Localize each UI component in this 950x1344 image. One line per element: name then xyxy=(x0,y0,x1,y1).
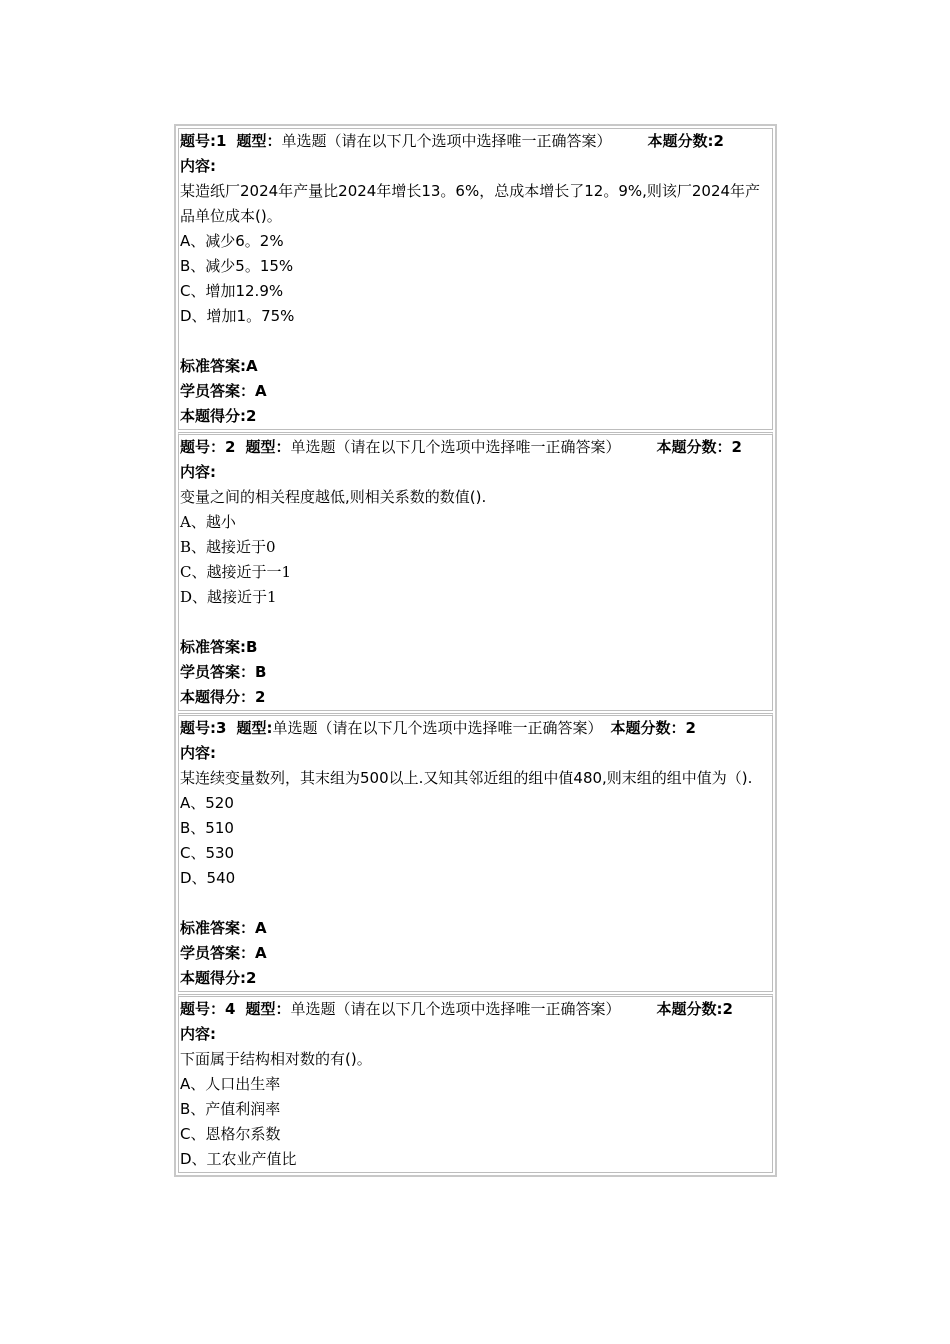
question-number: 题号:1 xyxy=(180,132,227,150)
option-a: A、减少6。2% xyxy=(180,232,284,250)
question-type-label: 题型： xyxy=(245,438,291,456)
option-c: C、越接近于一1 xyxy=(180,563,292,581)
question-score: 本题分数:2 xyxy=(656,1000,733,1018)
question-block-3 xyxy=(178,713,773,992)
question-block-4 xyxy=(178,994,773,1173)
question-score: 本题分数：2 xyxy=(610,719,696,737)
question-block-1 xyxy=(178,128,773,430)
option-d: D、增加1。75% xyxy=(180,307,295,325)
spacer xyxy=(180,610,770,635)
option-a: A、人口出生率 xyxy=(180,1075,281,1093)
standard-answer: 标准答案:A xyxy=(180,357,258,375)
option-c: C、恩格尔系数 xyxy=(180,1125,281,1143)
question-earned-score: 本题得分:2 xyxy=(180,407,257,425)
option-b: B、产值利润率 xyxy=(180,1100,281,1118)
question-earned-score: 本题得分：2 xyxy=(180,688,266,706)
question-type-value: 单选题（请在以下几个选项中选择唯一正确答案） xyxy=(290,1000,621,1018)
option-a: A、520 xyxy=(180,794,234,812)
question-header xyxy=(180,997,770,1022)
question-header xyxy=(180,716,770,741)
question-block-2 xyxy=(178,432,773,711)
question-text: 某连续变量数列，其末组为500以上.又知其邻近组的组中值480,则末组的组中值为（). xyxy=(180,769,753,787)
student-answer: 学员答案：B xyxy=(180,663,267,681)
question-number: 题号：2 xyxy=(180,438,236,456)
question-text: 下面属于结构相对数的有()。 xyxy=(180,1050,372,1068)
standard-answer: 标准答案：A xyxy=(180,919,267,937)
option-c: C、530 xyxy=(180,844,235,862)
spacer xyxy=(180,329,770,354)
question-type-value: 单选题（请在以下几个选项中选择唯一正确答案） xyxy=(281,132,612,150)
option-d: D、越接近于1 xyxy=(180,588,277,606)
option-d: D、工农业产值比 xyxy=(180,1150,297,1168)
content-label: 内容: xyxy=(180,1025,216,1043)
question-score: 本题分数:2 xyxy=(647,132,724,150)
question-number: 题号:3 xyxy=(180,719,227,737)
option-c: C、增加12.9% xyxy=(180,282,284,300)
student-answer: 学员答案：A xyxy=(180,382,267,400)
option-b: B、越接近于0 xyxy=(180,538,276,556)
question-type-value: 单选题（请在以下几个选项中选择唯一正确答案） xyxy=(272,719,603,737)
question-type-label: 题型： xyxy=(236,132,282,150)
content-label: 内容: xyxy=(180,463,216,481)
standard-answer: 标准答案:B xyxy=(180,638,258,656)
option-b: B、510 xyxy=(180,819,234,837)
question-earned-score: 本题得分:2 xyxy=(180,969,257,987)
question-score: 本题分数：2 xyxy=(656,438,742,456)
content-label: 内容: xyxy=(180,157,216,175)
option-b: B、减少5。15% xyxy=(180,257,294,275)
content-label: 内容: xyxy=(180,744,216,762)
student-answer: 学员答案：A xyxy=(180,944,267,962)
option-a: A、越小 xyxy=(180,513,236,531)
question-type-label: 题型： xyxy=(245,1000,291,1018)
question-type-label: 题型: xyxy=(236,719,273,737)
question-number: 题号：4 xyxy=(180,1000,236,1018)
question-header xyxy=(180,129,770,154)
question-type-value: 单选题（请在以下几个选项中选择唯一正确答案） xyxy=(290,438,621,456)
spacer xyxy=(180,891,770,916)
quiz-document xyxy=(174,124,777,1177)
question-header xyxy=(180,435,770,460)
question-text: 变量之间的相关程度越低,则相关系数的数值(). xyxy=(180,488,487,506)
option-d: D、540 xyxy=(180,869,236,887)
question-text: 某造纸厂2024年产量比2024年增长13。6%，总成本增长了12。9%,则该厂2024年产品单位成本()。 xyxy=(180,182,761,225)
